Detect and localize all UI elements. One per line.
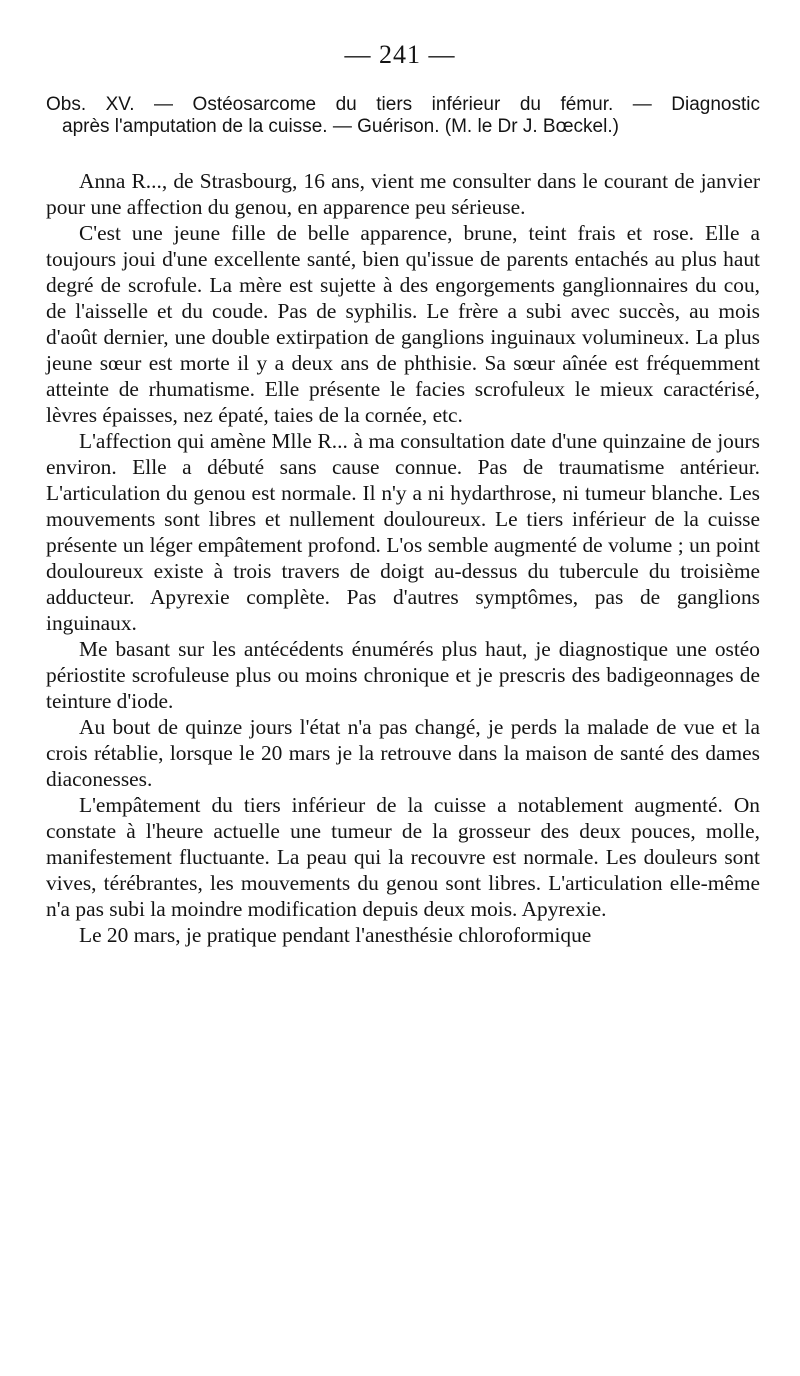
paragraph: C'est une jeune fille de belle apparence, brune, teint frais et rose. Elle a toujours joui d'une excellente santé, bien qu'issue de parents entachés au plus haut degré de scrofule. La mère est sujette à des engorgements ganglionnaires du cou, de l'aisselle et du coude. Pas de syphilis. Le frère a subi avec succès, au mois d'août dernier, une double extirpation de ganglions inguinaux volumineux. La plus jeune sœur est morte il y a deux ans de phthisie. Sa sœur aînée est fréquemment atteinte de rhumatisme. Elle présente le facies scrofuleux le mieux caractérisé, lèvres épaisses, nez épaté, taies de la cornée, etc. <box>46 221 760 427</box>
paragraph: Anna R..., de Strasbourg, 16 ans, vient me consulter dans le courant de janvier pour une affection du genou, en apparence peu sérieuse. <box>46 169 760 219</box>
heading-line-2: après l'amputation de la cuisse. — Guérison. (M. le Dr J. Bœckel.) <box>62 116 619 137</box>
paragraph: L'affection qui amène Mlle R... à ma consultation date d'une quinzaine de jours environ. Elle a débuté sans cause connue. Pas de traumatisme antérieur. L'articulation du genou est normale. Il n'y a ni hydarthrose, ni tumeur blanche. Les mouvements sont libres et nullement douloureux. Le tiers inférieur de la cuisse présente un léger empâtement profond. L'os semble augmenté de volume ; un point douloureux existe à trois travers de doigt au-dessus du tubercule du troisième adducteur. Apyrexie complète. Pas d'autres symptômes, pas de ganglions inguinaux. <box>46 429 760 635</box>
paragraph: L'empâtement du tiers inférieur de la cuisse a notablement augmenté. On constate à l'heure actuelle une tumeur de la grosseur des deux pouces, molle, manifestement fluctuante. La peau qui la recouvre est normale. Les douleurs sont vives, térébrantes, les mouvements du genou sont libres. L'articulation elle-même n'a pas subi la moindre modification depuis deux mois. Apyrexie. <box>46 793 760 921</box>
book-page <box>40 0 760 1376</box>
body-text <box>46 168 760 948</box>
observation-heading <box>46 94 760 138</box>
heading-line-1: Obs. XV. — Ostéosarcome du tiers inférieur du fémur. — Diagnostic <box>46 94 760 115</box>
paragraph: Au bout de quinze jours l'état n'a pas changé, je perds la malade de vue et la crois rétablie, lorsque le 20 mars je la retrouve dans la maison de santé des dames diaconesses. <box>46 715 760 791</box>
paragraph: Le 20 mars, je pratique pendant l'anesthésie chloroformique <box>79 923 592 947</box>
page-number: — 241 — <box>344 40 456 69</box>
paragraph: Me basant sur les antécédents énumérés plus haut, je diagnostique une ostéo périostite scrofuleuse plus ou moins chronique et je prescris des badigeonnages de teinture d'iode. <box>46 637 760 713</box>
